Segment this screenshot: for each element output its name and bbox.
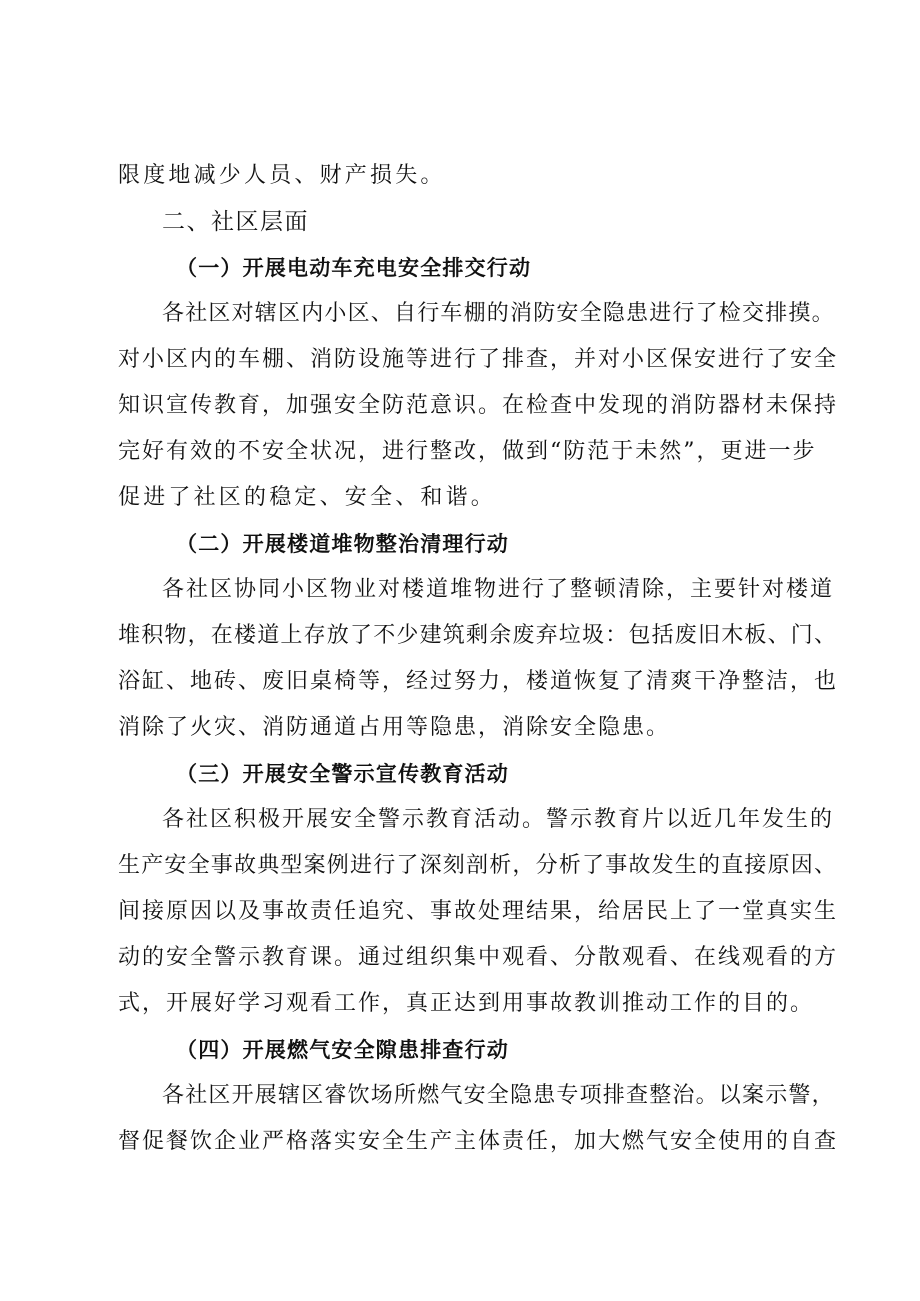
paragraph-line: 督促餐饮企业严格落实安全生产主体责任，加大燃气安全使用的自查 <box>118 1129 839 1154</box>
paragraph-line: 限度地减少人员、财产损失。 <box>118 163 446 188</box>
paragraph-line: 各社区积极开展安全警示教育活动。警示教育片以近几年发生的 <box>162 807 835 832</box>
paragraph-line: 间接原因以及事故责任追究、事故处理结果，给居民上了一堂真实生 <box>118 899 839 924</box>
subsection-heading: （四）开展燃气安全隙患排查行动 <box>176 1038 509 1062</box>
paragraph-line: 浴缸、地砖、废旧桌椅等，经过努力，楼道恢复了清爽干净整洁，也 <box>118 669 839 694</box>
paragraph-line: 对小区内的车棚、消防设施等进行了排查，并对小区保安进行了安全 <box>118 347 839 372</box>
paragraph-line: 式，开展好学习观看工作，真正达到用事故教训推动工作的目的。 <box>118 991 815 1016</box>
subsection-heading: （一）开展电动车充电安全排交行动 <box>176 256 532 280</box>
paragraph-line: 完好有效的不安全状况，进行整改，做到“防范于未然”，更进一步 <box>118 439 817 464</box>
paragraph-line: 各社区对辖区内小区、自行车棚的消防安全隐患进行了检交排摸。 <box>162 301 835 326</box>
paragraph-line: 促进了社区的稳定、安全、和谐。 <box>118 485 497 510</box>
paragraph-line: 知识宣传教育，加强安全防范意识。在检查中发现的消防器材未保持 <box>118 393 839 418</box>
paragraph-line: 各社区开展辖区睿饮场所燃气安全隐患专项排查整治。以案示警， <box>162 1083 835 1108</box>
subsection-heading: （三）开展安全警示宣传教育活动 <box>176 762 509 786</box>
paragraph-line: 堆积物，在楼道上存放了不少建筑剩余废弃垃圾：包括废旧木板、门、 <box>118 623 838 648</box>
paragraph-line: 消除了火灾、消防通道占用等隐患，消除安全隐患。 <box>118 715 671 740</box>
paragraph-line: 生产安全事故典型案例进行了深刻剖析，分析了事故发生的直接原因、 <box>118 853 838 878</box>
paragraph-line: 各社区协同小区物业对楼道堆物进行了整顿清除，主要针对楼道 <box>162 577 835 602</box>
subsection-heading: （二）开展楼道堆物整治清理行动 <box>176 532 509 556</box>
section-heading: 二、社区层面 <box>162 209 309 235</box>
paragraph-line: 动的安全警示教育课。通过组织集中观看、分散观看、在线观看的方 <box>118 945 839 970</box>
